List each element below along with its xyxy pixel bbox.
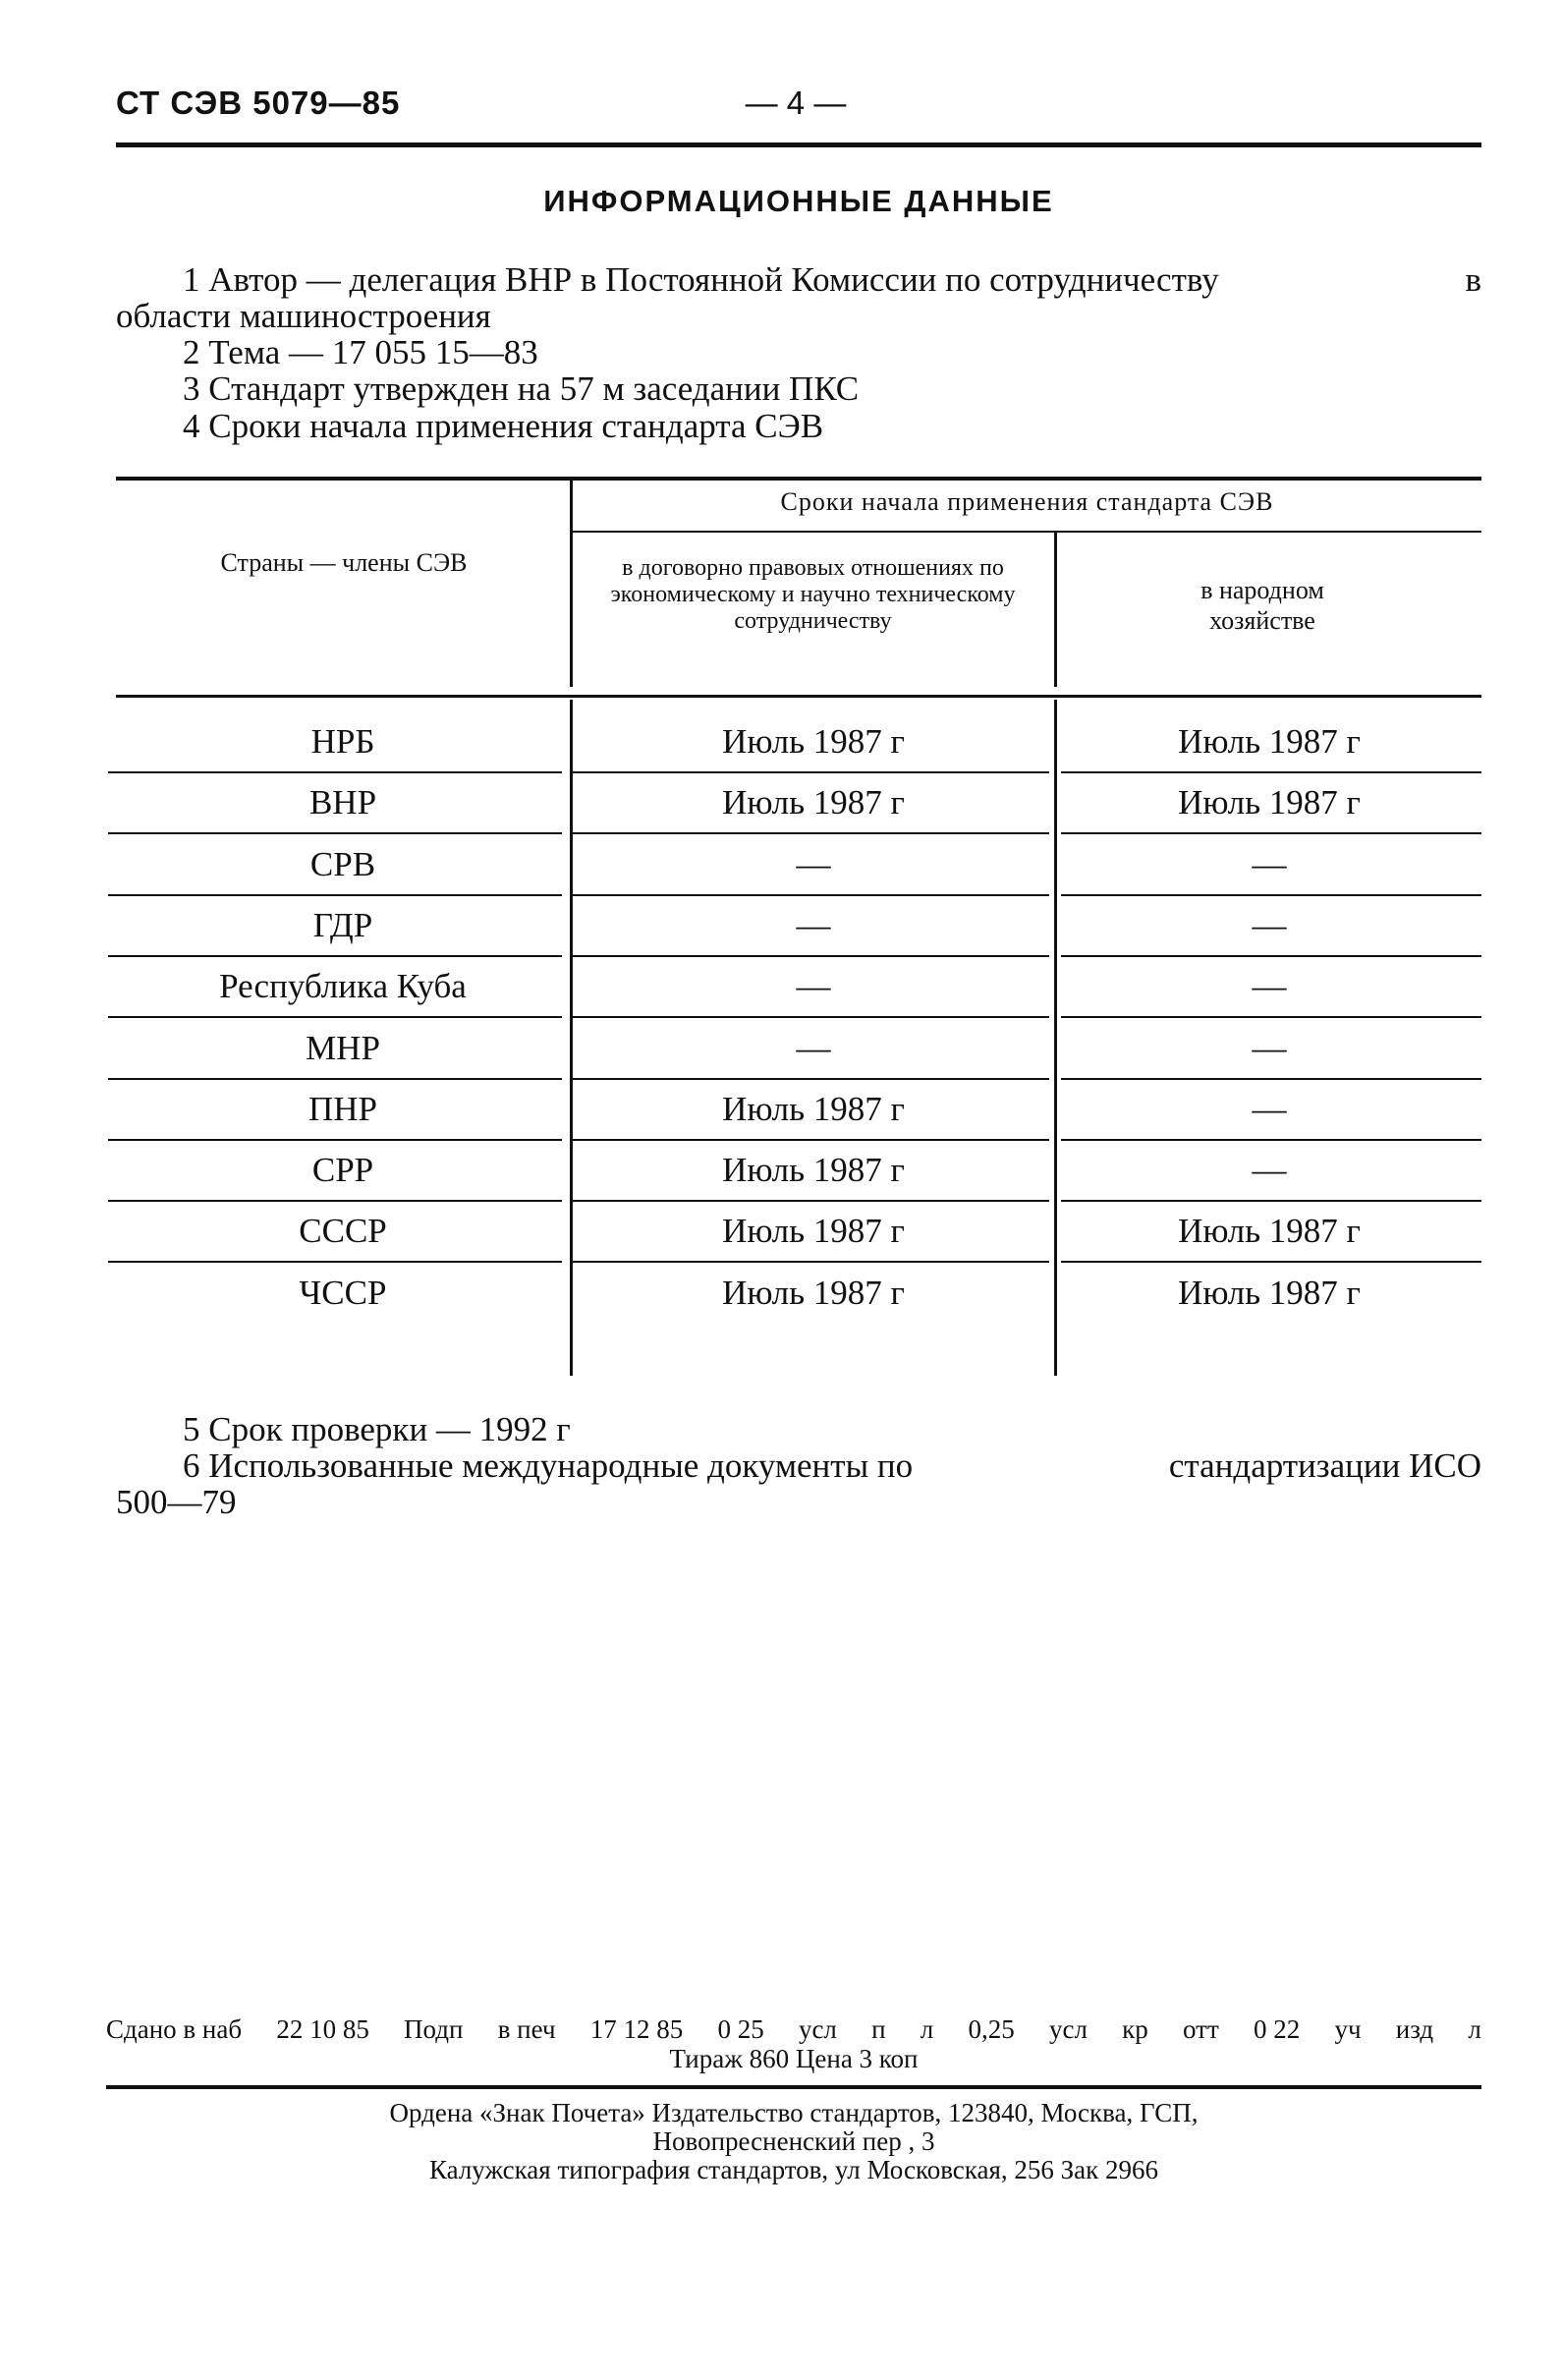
imprint-part: отт: [1183, 2014, 1219, 2044]
imprint-line-1: [106, 2014, 1481, 2044]
cell-contract: —: [796, 844, 831, 883]
item-1-text: 1 Автор — делегация ВНР в Постоянной Комиссии по сотрудничеству: [183, 260, 1219, 299]
imprint-part: усл: [1048, 2014, 1088, 2044]
row-rule: [108, 832, 562, 834]
item-1-line-1: [183, 260, 1481, 300]
row-rule: [108, 955, 562, 957]
item-6-line-1: [183, 1446, 1481, 1486]
header-contract: в договорно правовых отношениях по экономическому и научно техническому сотрудничеству: [610, 555, 1016, 634]
cell-country: ВНР: [308, 783, 377, 822]
imprint-part: 0,25: [968, 2014, 1015, 2044]
cell-country: ГДР: [312, 905, 373, 944]
row-rule: [1061, 1139, 1481, 1141]
document-code: СТ СЭВ 5079—85: [116, 85, 401, 121]
cell-contract: Июль 1987 г: [722, 1151, 905, 1190]
header-group: Сроки начала применения стандарта СЭВ: [780, 487, 1274, 516]
table-top-rule: [116, 477, 1481, 481]
row-rule: [573, 1078, 1049, 1080]
imprint-part: 17 12 85: [589, 2014, 684, 2044]
cell-country: Республика Куба: [219, 967, 467, 1006]
page-number: — 4 —: [745, 85, 847, 121]
row-rule: [108, 894, 562, 896]
row-rule: [573, 771, 1049, 773]
cell-economy: —: [1252, 1151, 1287, 1190]
imprint-part: кр: [1122, 2014, 1148, 2044]
imprint-part: л: [1468, 2014, 1481, 2044]
row-rule: [573, 1139, 1049, 1141]
imprint-part: 0 25: [717, 2014, 764, 2044]
imprint-part: л: [920, 2014, 934, 2044]
row-rule: [108, 1139, 562, 1141]
cell-contract: Июль 1987 г: [722, 1212, 905, 1251]
cell-country: СССР: [299, 1212, 387, 1251]
item-4: 4 Сроки начала применения стандарта СЭВ: [183, 407, 824, 445]
cell-economy: Июль 1987 г: [1178, 783, 1361, 822]
row-rule: [1061, 1078, 1481, 1080]
table-header-divider-2: [1054, 533, 1057, 687]
cell-country: ЧССР: [299, 1273, 387, 1312]
imprint-part: в печ: [497, 2014, 556, 2044]
cell-contract: Июль 1987 г: [722, 1089, 905, 1128]
header-rule: [116, 142, 1481, 147]
header-countries: Страны — члены СЭВ: [220, 548, 468, 577]
item-2: 2 Тема — 17 055 15—83: [183, 333, 538, 371]
cell-country: СРР: [311, 1151, 374, 1190]
cell-economy: Июль 1987 г: [1178, 1273, 1361, 1312]
row-rule: [573, 955, 1049, 957]
imprint-rule: [106, 2085, 1481, 2089]
cell-contract: Июль 1987 г: [722, 1273, 905, 1312]
imprint-part: Подп: [404, 2014, 464, 2044]
cell-contract: —: [796, 967, 831, 1006]
cell-economy: —: [1252, 905, 1287, 944]
imprint-part: 22 10 85: [276, 2014, 369, 2044]
row-rule: [108, 1200, 562, 1202]
imprint-line-2: Тираж 860 Цена 3 коп: [669, 2044, 919, 2073]
cell-economy: —: [1252, 1089, 1287, 1128]
imprint-part: усл: [798, 2014, 837, 2044]
item-6-text-start: 6 Использованные международные документы по: [183, 1446, 914, 1485]
row-rule: [108, 1261, 562, 1263]
cell-country: МНР: [306, 1028, 380, 1067]
cell-economy: Июль 1987 г: [1178, 722, 1361, 761]
row-rule: [1061, 771, 1481, 773]
imprint-line-4: Новопресненский пер , 3: [652, 2126, 935, 2156]
row-rule: [108, 1016, 562, 1018]
imprint-part: п: [871, 2014, 886, 2044]
table-group-rule: [573, 531, 1481, 533]
row-rule: [573, 1200, 1049, 1202]
cell-country: СРВ: [309, 844, 376, 883]
cell-contract: Июль 1987 г: [722, 722, 905, 761]
cell-country: НРБ: [310, 722, 375, 761]
row-rule: [1061, 955, 1481, 957]
row-rule: [573, 894, 1049, 896]
row-rule: [1061, 832, 1481, 834]
imprint-part: уч: [1334, 2014, 1362, 2044]
cell-contract: —: [796, 1028, 831, 1067]
item-6-line-2: 500—79: [116, 1483, 237, 1521]
cell-economy: Июль 1987 г: [1178, 1212, 1361, 1251]
item-1-line-2: области машиностроения: [116, 297, 491, 335]
row-rule: [1061, 1261, 1481, 1263]
item-3: 3 Стандарт утвержден на 57 м заседании ПКС: [183, 369, 860, 408]
cell-economy: —: [1252, 1028, 1287, 1067]
row-rule: [108, 771, 562, 773]
row-rule: [573, 1016, 1049, 1018]
row-rule: [108, 1078, 562, 1080]
row-rule: [1061, 894, 1481, 896]
section-title: ИНФОРМАЦИОННЫЕ ДАННЫЕ: [543, 184, 1054, 218]
imprint-part: 0 22: [1253, 2014, 1301, 2044]
row-rule: [1061, 1200, 1481, 1202]
item-1-text-end: в: [1465, 260, 1481, 299]
table-header-bottom-rule: [116, 695, 1481, 698]
imprint-line-5: Калужская типография стандартов, ул Московская, 256 Зак 2966: [428, 2155, 1159, 2184]
imprint-line-3: Ордена «Знак Почета» Издательство стандартов, 123840, Москва, ГСП,: [389, 2098, 1199, 2127]
row-rule: [1061, 1016, 1481, 1018]
row-rule: [573, 832, 1049, 834]
item-6-text-end: стандартизации ИСО: [1168, 1446, 1481, 1485]
cell-economy: —: [1252, 844, 1287, 883]
cell-economy: —: [1252, 967, 1287, 1006]
item-5: 5 Срок проверки — 1992 г: [183, 1410, 571, 1448]
cell-country: ПНР: [307, 1089, 378, 1128]
cell-contract: —: [796, 905, 831, 944]
row-rule: [573, 1261, 1049, 1263]
header-economy: в народном хозяйстве: [1200, 576, 1324, 635]
cell-contract: Июль 1987 г: [722, 783, 905, 822]
imprint-part: Сдано в наб: [106, 2014, 243, 2044]
imprint-part: изд: [1395, 2014, 1434, 2044]
